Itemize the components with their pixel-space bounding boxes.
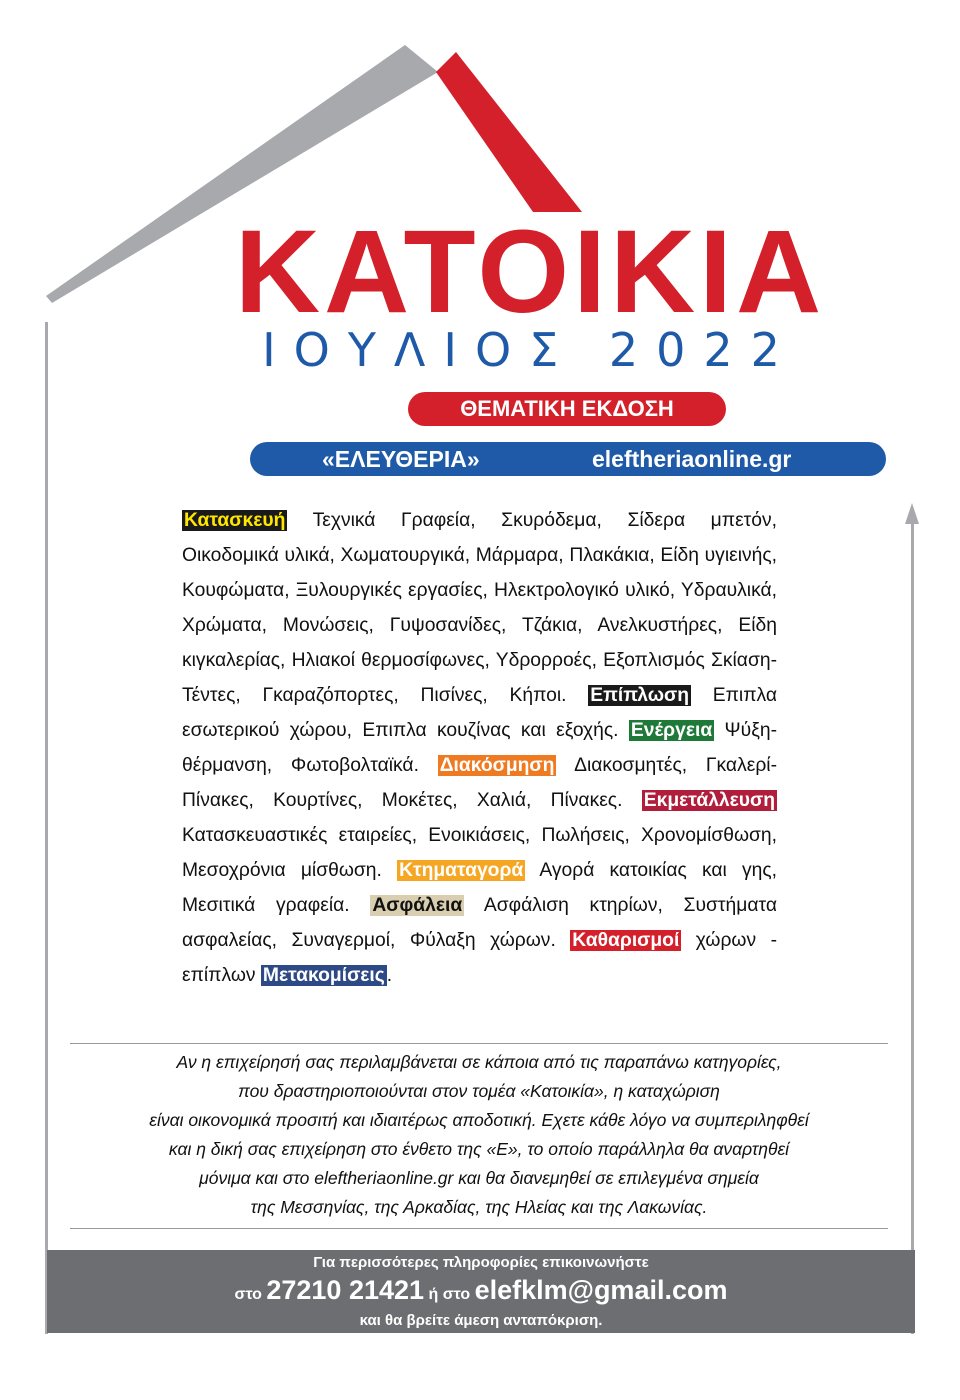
- contact-mid: ή στο: [424, 1286, 475, 1303]
- contact-intro: Για περισσότερες πληροφορίες επικοινωνήστε: [313, 1254, 649, 1271]
- category-text: χώρων - επίπλων: [182, 930, 777, 986]
- info-line: μόνιμα και στο eleftheriaonline.gr και θα διανεμηθεί σε επιλεγμένα σημεία: [199, 1168, 759, 1188]
- category-tag: Μετακομίσεις: [262, 965, 385, 986]
- category-text: Ψύξη-θέρμανση, Φωτοβολταϊκά.: [182, 720, 777, 776]
- category-text: Τεχνικά Γραφεία, Σκυρόδεμα, Σίδερα μπετόν, Οικοδομικά υλικά, Χωματουργικά, Μάρμαρα, Πλακάκια, Είδη υγιεινής, Κουφώματα, Ξυλουργικές εργασίες, Ηλεκτρολογικό υλικό, Υδραυλικά, Χρώματα, Μονώσεις, Γυψοσανίδες, Τζάκια, Ανελκυστήρες, Είδη κιγκαλερίας, Ηλιακοί θερμοσίφωνες, Υδρορροές, Εξοπλισμός Σκίαση-Τέντες, Γκαραζόπορτες, Πισίνες, Κήποι.: [182, 510, 777, 706]
- roof-right-red: [436, 52, 582, 212]
- info-line: που δραστηριοποιούνται στον τομέα «Κατοικία», η καταχώριση: [238, 1081, 720, 1101]
- category-tag: Επίπλωση: [590, 685, 690, 706]
- category-list: [182, 503, 777, 993]
- contact-prefix: στο: [234, 1286, 267, 1303]
- house-left-wall: [45, 322, 48, 1334]
- info-line: είναι οικονομικά προσιτή και ιδιαιτέρως αποδοτική. Εχετε κάθε λόγο να συμπεριληφθεί: [149, 1110, 809, 1130]
- category-tag: Καθαρισμοί: [572, 930, 680, 951]
- category-tag: Διακόσμηση: [439, 755, 555, 776]
- contact-outro: και θα βρείτε άμεση ανταπόκριση.: [359, 1312, 603, 1329]
- website-link[interactable]: eleftheriaonline.gr: [592, 446, 792, 472]
- email-link[interactable]: elefklm@gmail.com: [474, 1275, 728, 1305]
- publication-name: «ΕΛΕΥΘΕΡΙΑ»: [322, 446, 480, 472]
- category-construction: [182, 510, 777, 706]
- info-paragraph: [70, 1043, 888, 1229]
- page-subtitle: ΙΟΥΛΙΟΣ 2022: [262, 323, 798, 377]
- arrow-up-icon: [905, 503, 919, 524]
- category-text: .: [386, 965, 393, 986]
- info-line: της Μεσσηνίας, της Αρκαδίας, της Ηλείας και της Λακωνίας.: [250, 1197, 708, 1217]
- edition-badge: ΘΕΜΑΤΙΚΗ ΕΚΔΟΣΗ: [408, 392, 726, 426]
- page-title: ΚΑΤΟΙΚΙΑ: [234, 206, 826, 338]
- info-line: και η δική σας επιχείρηση στο ένθετο της «Ε», το οποίο παράλληλα θα αναρτηθεί: [168, 1139, 790, 1159]
- category-text: Κατασκευαστικές εταιρείες, Ενοικιάσεις, Πωλήσεις, Χρονομίσθωση, Μεσοχρόνια μίσθωση.: [182, 825, 777, 881]
- phone-number[interactable]: 27210 21421: [266, 1275, 425, 1305]
- category-tag: Ενέργεια: [630, 720, 713, 741]
- category-text: Αγορά κατοικίας και γης, Μεσιτικά γραφεία.: [182, 860, 777, 916]
- category-tag: Κατασκευή: [184, 510, 286, 531]
- category-text: Επιπλα εσωτερικού χώρου, Επιπλα κουζίνας και εξοχής.: [182, 685, 777, 741]
- category-text: Ασφάλιση κτηρίων, Συστήματα ασφαλείας, Συναγερμοί, Φύλαξη χώρων.: [182, 895, 778, 951]
- publication-bar: [250, 442, 886, 476]
- house-right-wall: [911, 520, 914, 1334]
- contact-footer: [47, 1250, 915, 1333]
- category-text: Διακοσμητές, Γκαλερί-Πίνακες, Κουρτίνες, Μοκέτες, Χαλιά, Πίνακες.: [182, 755, 777, 811]
- contact-details: [47, 1274, 915, 1311]
- category-tag: Κτηματαγορά: [399, 860, 524, 881]
- category-moving: [261, 965, 392, 986]
- category-tag: Εκμετάλλευση: [643, 790, 775, 811]
- info-line: Αν η επιχείρησή σας περιλαμβάνεται σε κάποια από τις παραπάνω κατηγορίες,: [176, 1052, 782, 1072]
- category-tag: Ασφάλεια: [372, 895, 463, 916]
